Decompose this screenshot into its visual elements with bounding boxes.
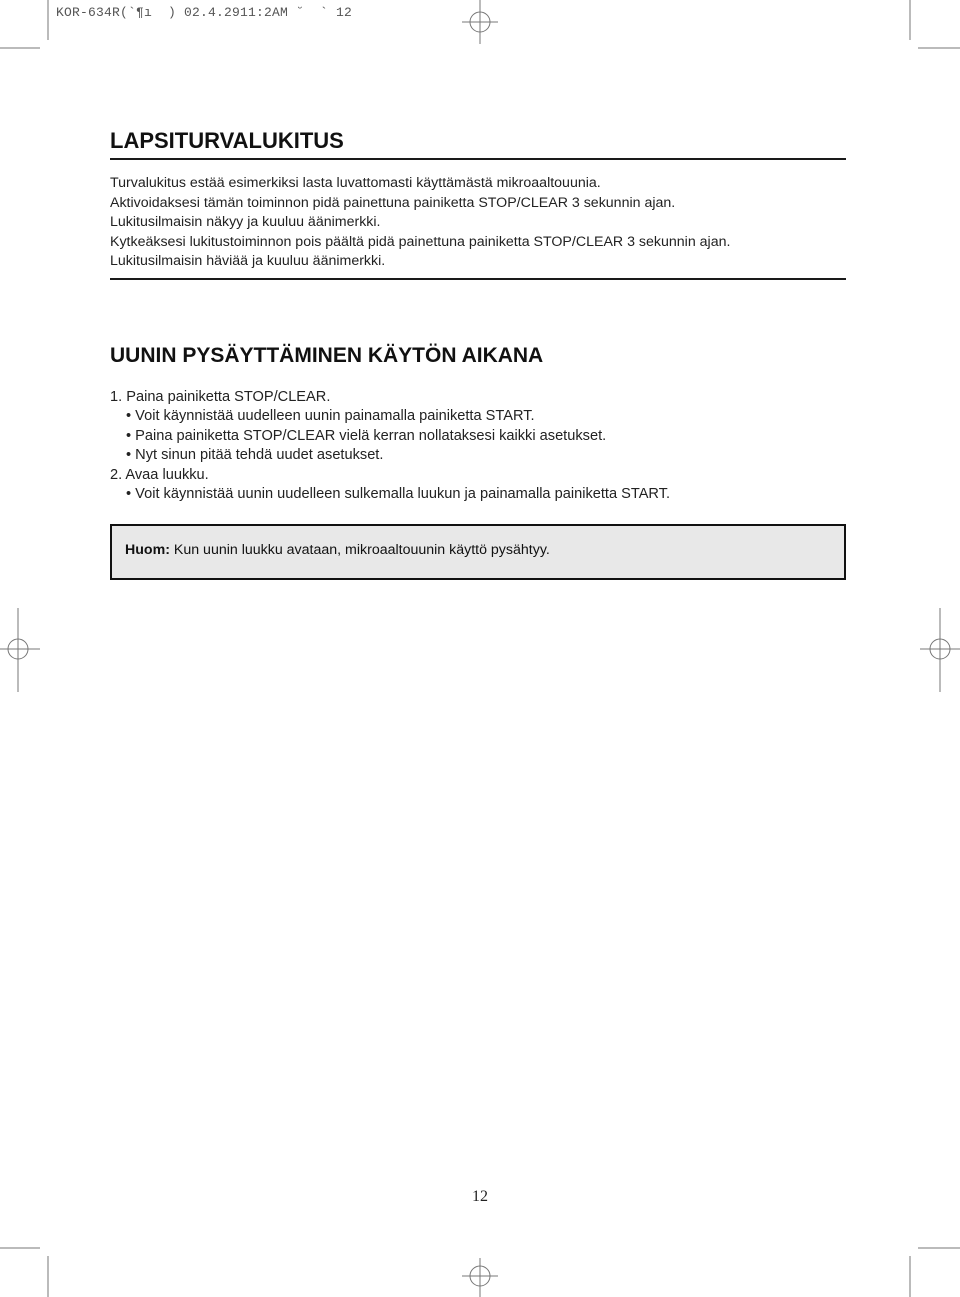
bullet-item: • Voit käynnistää uudelleen uunin painamalla painiketta START. <box>126 408 535 425</box>
registration-target-right <box>920 608 960 692</box>
step-2: 2. Avaa luukku. <box>110 466 209 483</box>
bullet-item: • Nyt sinun pitää tehdä uudet asetukset. <box>126 447 384 464</box>
stop-oven-instructions <box>110 388 850 504</box>
section-divider-bottom <box>110 278 846 280</box>
section-divider-top <box>110 158 846 160</box>
bullet-item: • Voit käynnistää uunin uudelleen sulkemalla luukun ja painamalla painiketta START. <box>126 486 671 503</box>
body-line: Kytkeäksesi lukitustoiminnon pois päältä pidä painettuna painiketta STOP/CLEAR 3 sekunnin ajan. <box>110 233 731 250</box>
section-title-stop-oven: UUNIN PYSÄYTTÄMINEN KÄYTÖN AIKANA <box>110 344 544 367</box>
note-body: Kun uunin luukku avataan, mikroaaltouunin käyttö pysähtyy. <box>169 542 550 558</box>
print-slug-header: KOR-634R(`¶ı ) 02.4.2911:2AM ˘ ` 12 <box>56 5 353 20</box>
body-line: Aktivoidaksesi tämän toiminnon pidä painettuna painiketta STOP/CLEAR 3 sekunnin ajan. <box>110 194 676 211</box>
body-line: Turvalukitus estää esimerkiksi lasta luvattomasti käyttämästä mikroaaltouunia. <box>110 175 601 191</box>
section-title-child-lock: LAPSITURVALUKITUS <box>110 128 344 153</box>
registration-target-bottom <box>462 1258 498 1297</box>
child-lock-description <box>110 174 850 272</box>
body-line: Lukitusilmaisin näkyy ja kuuluu äänimerkki. <box>110 214 381 231</box>
page-number: 12 <box>472 1188 488 1205</box>
note-label: Huom: <box>125 542 170 558</box>
step-1: 1. Paina painiketta STOP/CLEAR. <box>110 389 331 405</box>
registration-target-left <box>0 608 40 692</box>
body-line: Lukitusilmaisin häviää ja kuuluu äänimerkki. <box>110 253 386 270</box>
note-box <box>110 524 846 580</box>
bullet-item: • Paina painiketta STOP/CLEAR vielä kerran nollataksesi kaikki asetukset. <box>126 427 607 444</box>
registration-target-top <box>462 0 498 44</box>
note-text <box>125 542 550 558</box>
